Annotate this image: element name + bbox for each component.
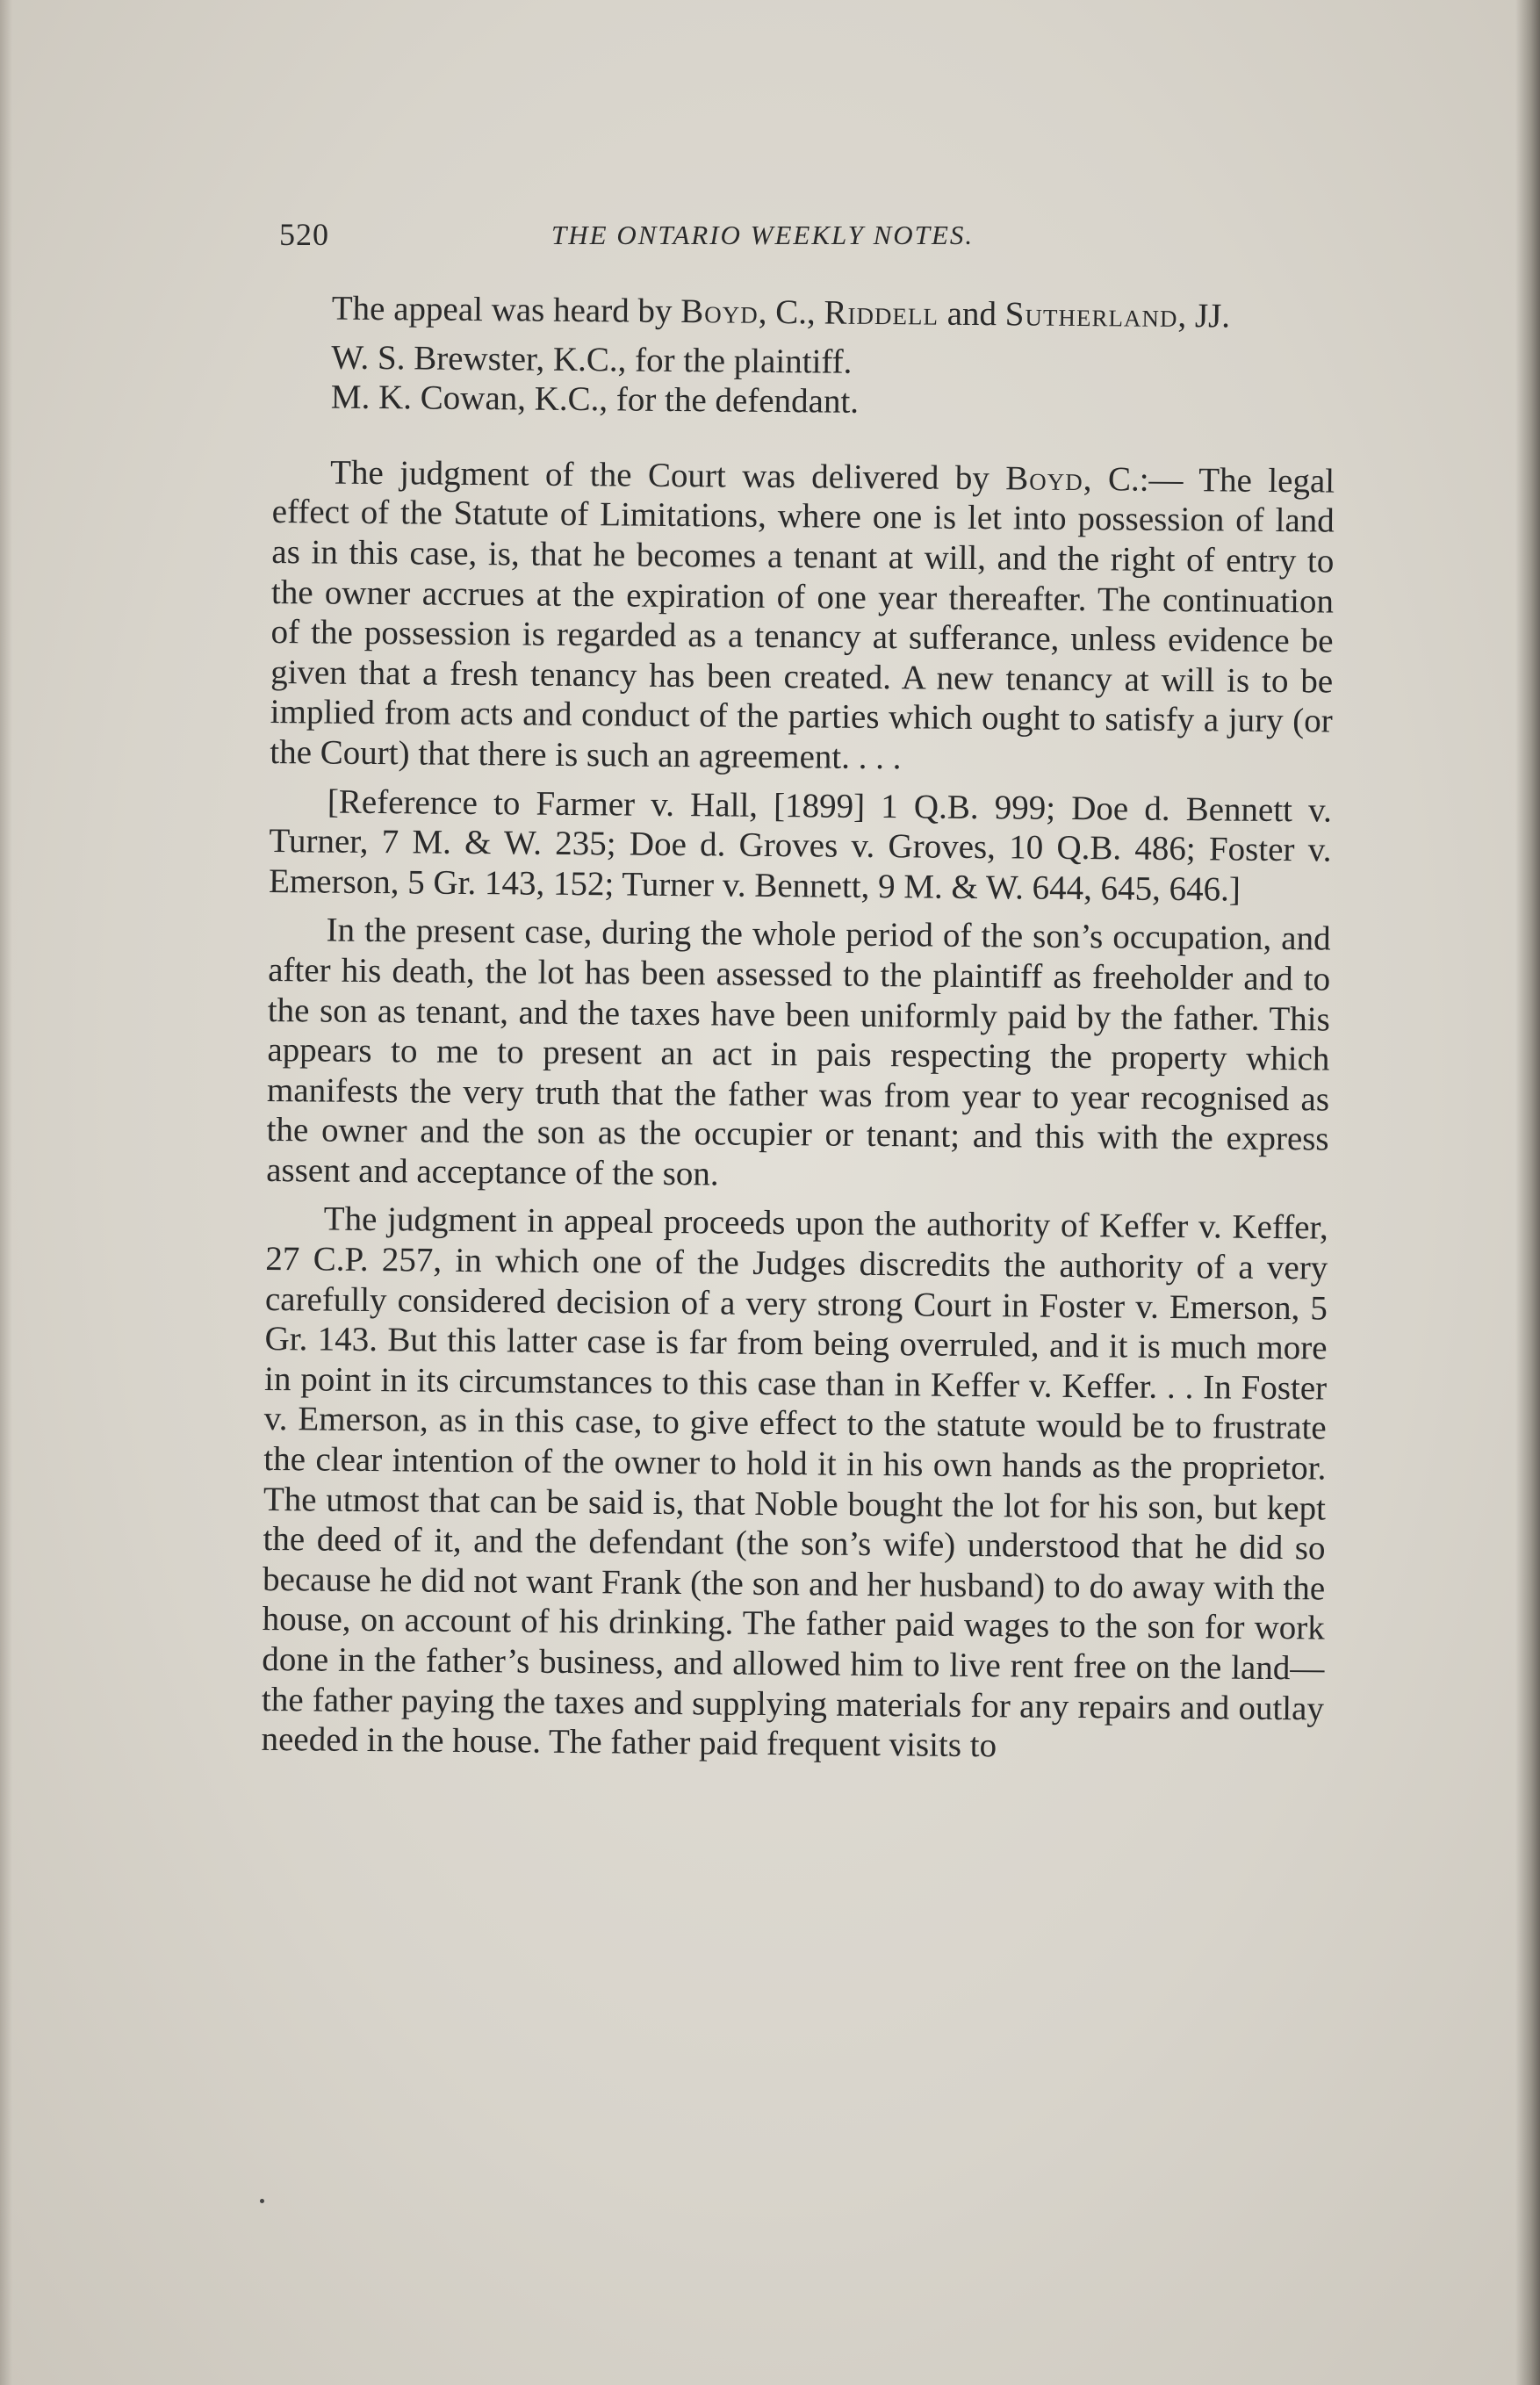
- paragraph-3: In the present case, during the whole period of the son’s occupation, and after his death, the lot has been assessed to the plaintiff as freeholder and to the son as tenant, and the taxes have been uniformly paid by the father. This appears to me to present an act in pais respecting the property which manifests the very truth that the father was from year to year recognised as the owner and the son as the occupier or tenant; and this with the express assent and acceptance of the son.: [266, 911, 1331, 1193]
- page-right-shadow: [1515, 0, 1540, 2385]
- judge-sutherland: Sutherland: [1004, 295, 1178, 335]
- counsel-defendant: M. K. Cowan, K.C., for the defendant.: [330, 378, 860, 422]
- heard-by-sep: , C.,: [758, 292, 816, 332]
- heard-by-suffix: , JJ.: [1177, 296, 1231, 335]
- counsel-plaintiff: W. S. Brewster, K.C., for the plaintiff.: [331, 338, 853, 381]
- body-text: [261, 288, 1336, 1769]
- judgment-intro: [270, 452, 1335, 782]
- running-head: THE ONTARIO WEEKLY NOTES.: [551, 220, 975, 250]
- heard-by-and: and: [946, 294, 997, 334]
- paragraph-4: The judgment in appeal proceeds upon the authority of Keffer v. Keffer, 27 C.P. 257, in which one of the Judges discredits the authority of a very carefully considered decision of a very strong Court in Foster v. Emerson, 5 Gr. 143. But this latter case is far from being overruled, and it is much more in point in its circumstances to this case than in Keffer v. Keffer. . . In Foster v. Emerson, as in this case, to give effect to the statute would be to frustrate the clear intention of the owner to hold it in his own hands as the proprietor. The utmost that can be said is, that Noble bought the lot for his son, but kept the deed of it, and the defendant (the son’s wife) understood that he did so because he did not want Frank (the son and her husband) to do away with the house, on account of his drinking. The father paid wages to the son for work done in the father’s business, and allowed him to live rent free on the land—the father paying the taxes and supplying materials for any repairs and outlay needed in the house. The father paid frequent visits to: [261, 1200, 1328, 1765]
- judge-riddell: Riddell: [824, 293, 939, 333]
- judge-boyd: Boyd: [680, 292, 759, 331]
- page-number: 520: [279, 217, 329, 252]
- judgment-intro-prefix: The judgment of the Court was delivered by: [329, 453, 990, 497]
- page-header: [279, 216, 1333, 260]
- paragraph-1: The legal effect of the Statute of Limitations, where one is let into possession of land as in this case, is, that he becomes a tenant at will, and the right of entry to the owner accrues at the expiration of one year thereafter. The continuation of the possession is regarded as a tenancy at sufferance, unless evidence be given that a fresh tenancy has been created. A new tenancy at will is to be implied from acts and conduct of the parties which ought to satisfy a jury (or the Court) that there is such an agreement. . . .: [270, 460, 1335, 777]
- heard-by-prefix: The appeal was heard by: [331, 289, 673, 330]
- paragraph-2: [Reference to Farmer v. Hall, [1899] 1 Q.B. 999; Doe d. Bennett v. Turner, 7 M. & W. 235; Doe d. Groves v. Groves, 10 Q.B. 486; Foster v. Emerson, 5 Gr. 143, 152; Turner v. Bennett, 9 M. & W. 644, 645, 646.]: [268, 782, 1333, 909]
- judgment-judge: Boyd: [1005, 459, 1083, 498]
- page-left-shadow: [0, 0, 12, 2385]
- ink-speck: [260, 2199, 264, 2203]
- judgment-intro-suffix: , C.:—: [1083, 459, 1184, 499]
